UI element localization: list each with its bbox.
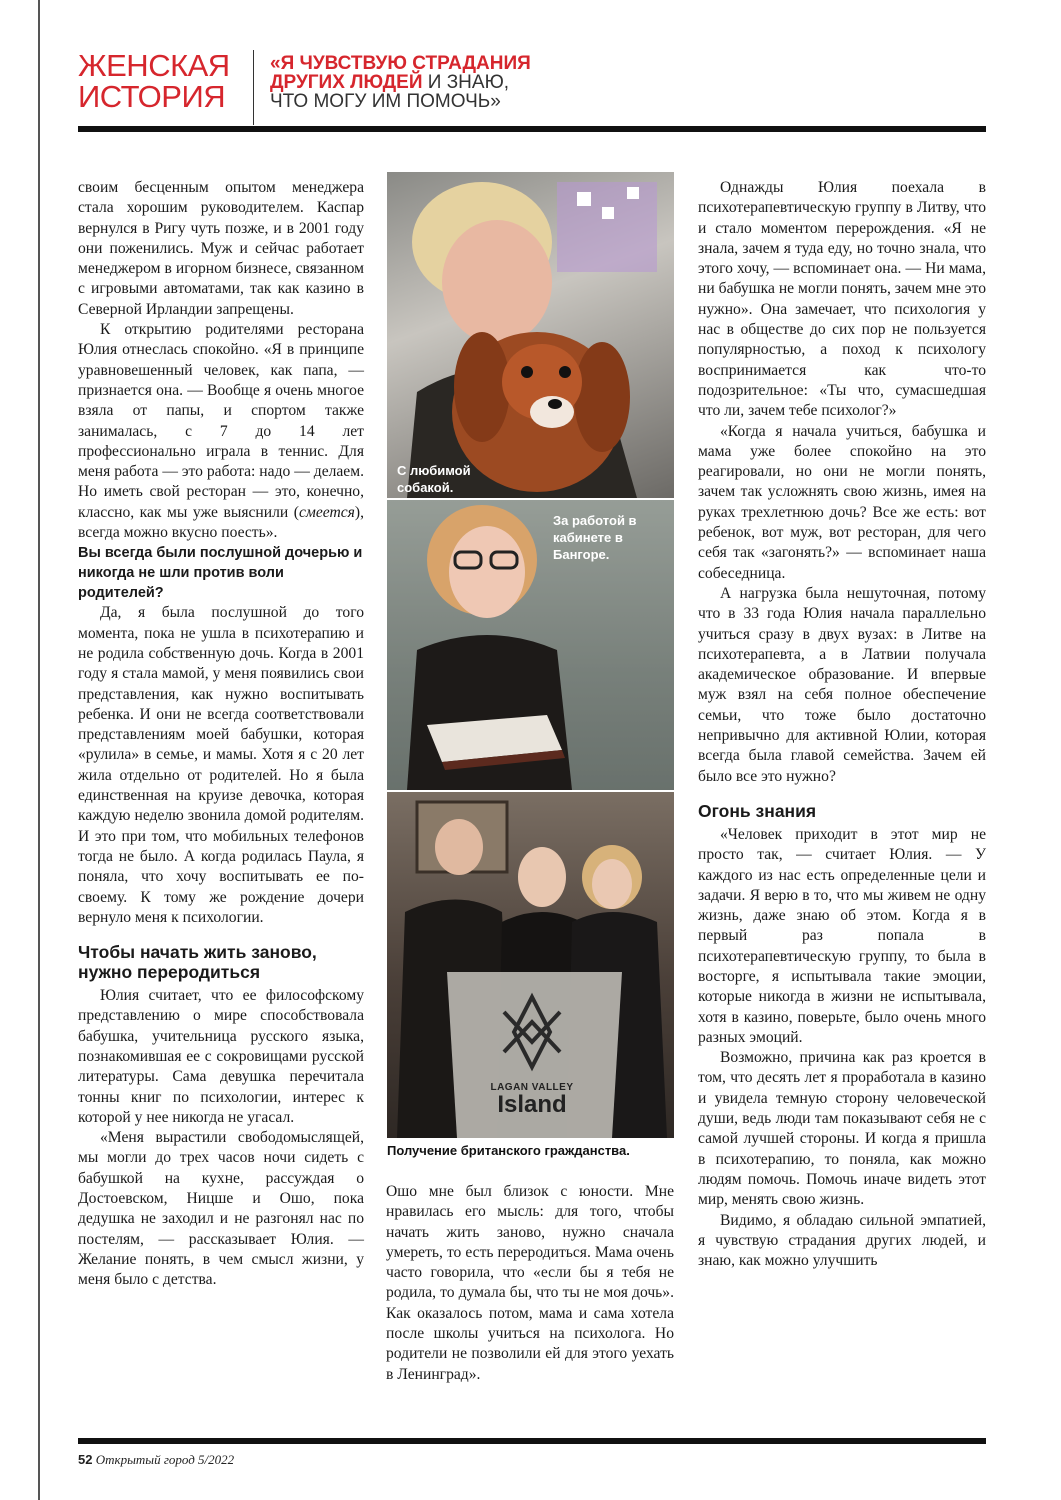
podium-logo-line1: LAGAN VALLEY — [490, 1082, 574, 1093]
podium-logo-text — [482, 1082, 582, 1117]
photo-woman-with-dog — [387, 172, 674, 498]
page-footer — [78, 1452, 234, 1468]
paragraph: Юлия считает, что ее философскому представлению о мире способствовала бабушка, учительница русского языка, познакомившая ее с сокровищами русской литературы. Сама девушка перечитала тонны книг по психологии, интерес к которой у нее никогда не угасал. — [78, 987, 364, 1126]
header-divider — [253, 50, 254, 125]
photo-caption-1: С любимой собакой. — [397, 463, 471, 495]
magazine-issue: Открытый город 5/2022 — [95, 1452, 235, 1467]
paragraph: «Меня вырастили свободомыслящей, мы могли до трех часов ночи сидеть с бабушкой на кухне, рассуждая о Достоевском, Ницше и Ошо, пока дедушка не заходил и не разгонял нас по постелям, — рассказывает Юлия. — Желание понять, в чем смысл жизни, у меня было с детства. — [78, 1129, 364, 1289]
photo-citizenship-ceremony — [387, 792, 674, 1138]
footer-rule — [78, 1438, 986, 1444]
paragraph: «Человек приходит в этот мир не просто так, — считает Юлия. — У каждого из нас есть определенные цели и задачи. Я верю в то, что мы живем не одну жизнь, даже знаю об этом. Когда я в первый раз попала в психотерапевтическую группу, то была в восторге, я испытывала такие эмоции, которые никогда в жизни не испытывала, хотя в казино, поверьте, было очень много разных эмоций. — [698, 825, 986, 1046]
header-rule — [78, 126, 986, 132]
page-left-rule — [38, 0, 40, 1500]
paragraph: своим бесценным опытом менеджера стала хорошим руководителем. Каспар вернулся в Ригу чуть позже, и в 2001 году они поженились. Муж и сейчас работает менеджером в игорном бизнесе, связанном с игровыми автоматами, так как казино в Северной Ирландии запрещены. — [78, 179, 364, 318]
paragraph: Однажды Юлия поехала в психотерапевтическую группу в Литву, что и стало моментом перерождения. «Я не знала, зачем я туда еду, но точно знала, что этого хочу, — вспоминает она. — Ни мама, ни бабушка не могли понять, зачем мне это нужно». Она замечает, что психология у нас в обществе до сих пор не пользуется популярностью, а поход к психологу воспринимается как что-то подозрительное: «Ты что, сумасшедшая что ли, зачем тебе психолог?» — [698, 179, 986, 420]
paragraph: А нагрузка была нешуточная, потому что в 33 года Юлия начала параллельно учиться сразу в двух вузах: в Литве на психотерапевта, а в Латвии получала академическое образование. И впервые муж взял на себя полное обеспечение семьи, что тоже было достаточно непривычно для активной Юлии, которая всегда была главой семейства. Зачем ей было все это нужно? — [698, 584, 986, 785]
section-label-line2: ИСТОРИЯ — [78, 79, 226, 114]
subheading: Огонь знания — [698, 800, 817, 821]
text-column-2 — [386, 1182, 674, 1385]
page-number: 52 — [78, 1452, 93, 1467]
paragraph: К открытию родителями ресторана Юлия отнеслась спокойно. «Я в принципе уравновешенный человек, как папа, — признается она. — Вообще я очень многое взяла от папы, и спортом также занималась, с 7 до 14 лет профессионально играла в теннис. Для меня работа — это работа: надо — делаем. Но иметь свой ресторан — это, конечно, классно, как мы уже выяснили (смеется), всегда можно вкусно поесть». — [78, 321, 364, 542]
paragraph: Да, я была послушной до того момента, пока не ушла в психотерапию и не родила собственную дочь. Когда в 2001 году я стала мамой, у меня появились свои представления, как нужно воспитывать ребенка. И они не всегда соответствовали представлениям моей бабушки, которая «рулила» в семье, и мамы. Хотя я с 20 лет жила отдельно от родителей. Но я была единственная на круизе девочка, которая каждую неделю звонила домой родителям. И это при том, что мобильных телефонов тогда не было. А когда родилась Паула, я поняла, что хочу воспитывать ее по-своему. К тому же рождение дочери вернуло меня к психологии. — [78, 604, 364, 926]
headline-line1: «Я ЧУВСТВУЮ СТРАДАНИЯ — [270, 53, 531, 74]
paragraph: «Когда я начала учиться, бабушка и мама уже более спокойно на это реагировали, но они не могли понять, зачем так усложнять свою жизнь, имея на руках трехлетнюю дочь? Все же есть: вот ребенок, вот муж, вот ресторан, для чего себя так «загонять?» — вспоминает наша собеседница. — [698, 422, 986, 582]
podium-logo-line2: Island — [497, 1091, 567, 1118]
subheading: Чтобы начать жить заново, нужно переродиться — [78, 942, 317, 983]
photo-caption-3: Получение британского гражданства. — [387, 1143, 630, 1158]
section-label — [78, 50, 243, 112]
paragraph: Возможно, причина как раз кроется в том, что десять лет я проработала в казино и увидела темную сторону человеческой души, ведь люди там показывают себя не с самой лучшей стороны. И когда я пришла в психотерапию, то поняла, как можно людям помочь. Помочь иначе видеть этот мир, менять свою жизнь. — [698, 1049, 986, 1209]
italic-remark: смеется — [298, 503, 355, 521]
paragraph: Видимо, я обладаю сильной эмпатией, я чувствую страдания других людей, и знаю, как можно улучшить — [698, 1211, 986, 1270]
section-label-line1: ЖЕНСКАЯ — [78, 48, 230, 83]
article-headline — [270, 54, 690, 111]
text-column-3 — [698, 178, 986, 1271]
paragraph: Ошо мне был близок с юности. Мне нравилась его мысль: для того, чтобы начать жить заново, нужно сначала умереть, то есть переродиться. Мама очень часто говорила, что «если бы я тебя не родила, то думала бы, что ты не моя дочь». Как оказалось потом, мама и сама хотела после школы учиться на психолога. Но родители не позволили ей для этого уехать в Ленинград». — [386, 1183, 674, 1383]
interview-question: Вы всегда были послушной дочерью и никогда не шли против воли родителей? — [78, 545, 363, 602]
headline-line3: ЧТО МОГУ ИМ ПОМОЧЬ» — [270, 91, 501, 112]
photo-woman-reading — [387, 500, 674, 790]
headline-line2-grey: И ЗНАЮ, — [422, 72, 510, 93]
photo-caption-2: За работой в кабинете в Бангоре. — [553, 513, 637, 562]
headline-line2-red: ДРУГИХ ЛЮДЕЙ — [270, 72, 423, 93]
photo-woman-with-dog-illustration — [387, 172, 674, 498]
text-column-1 — [78, 178, 364, 1291]
